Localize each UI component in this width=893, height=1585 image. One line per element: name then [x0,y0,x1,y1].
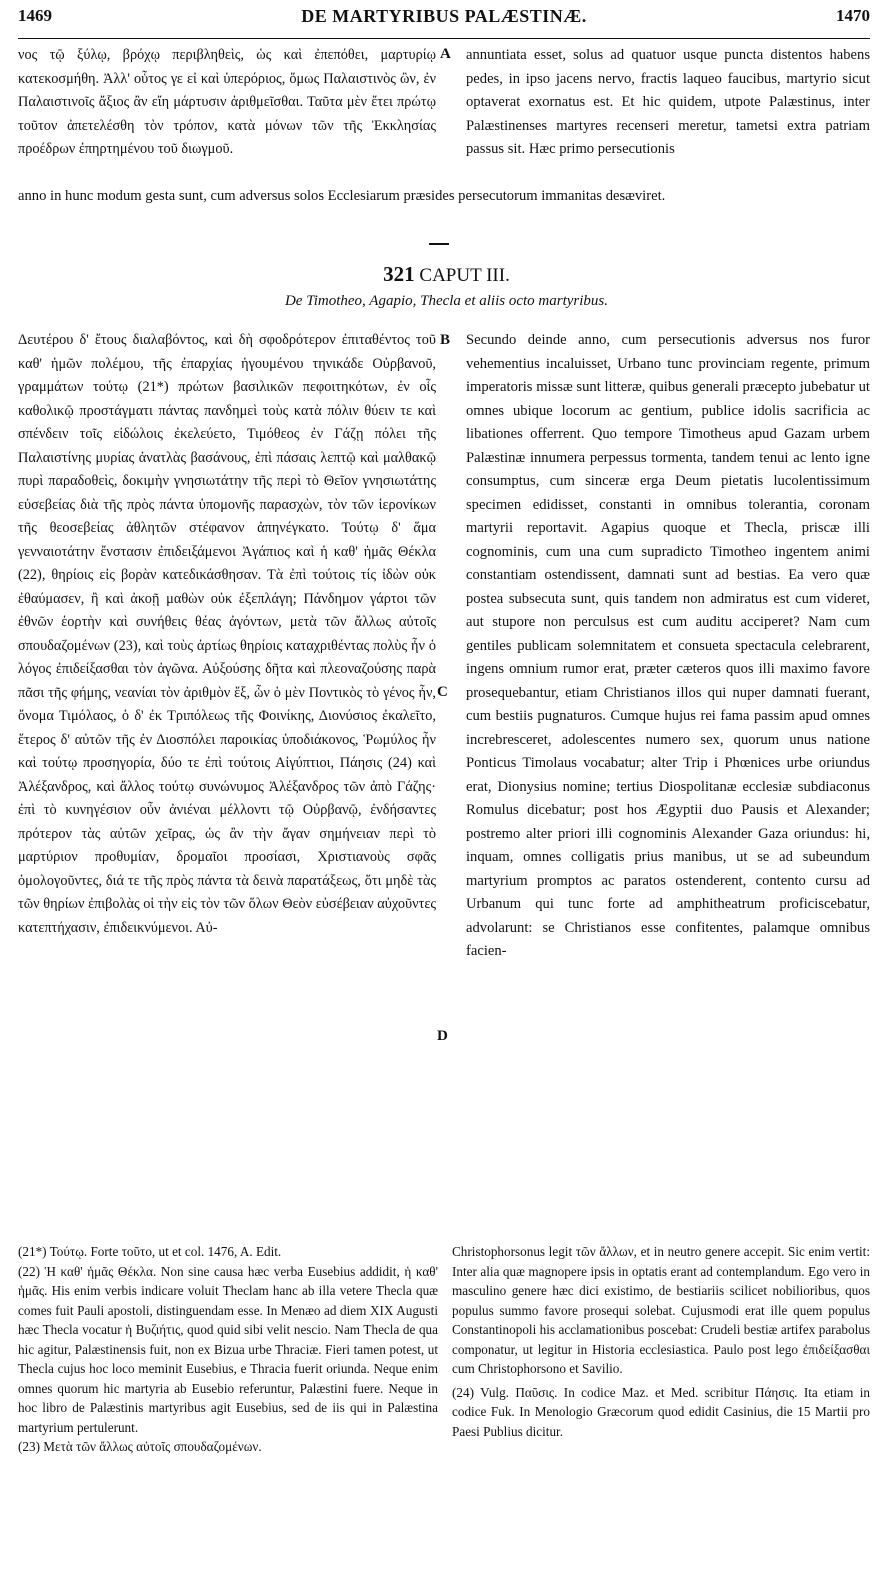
footnotes-left [18,1242,438,1457]
margin-marker-c: C [437,684,448,700]
greek-text-main: Δευτέρου δ' ἔτους διαλαβόντος, καὶ δὴ σφοδρότερον ἐπιταθέντος τοῦ καθ' ἡμῶν πολέμου, τῆς ἐπαρχίας ἡγουμένου τηνικάδε Οὐρβανοῦ, γραμμάτων τούτῳ (21*) πρώτων βασιλικῶν πεφοιτηκότων, ἐν οἷς καθολικῷ προστάγματι πάντας πανδημεὶ τοὺς κατὰ πόλιν θύειν τε καὶ σπένδειν τοῖς εἰδώλοις ἐκελεύετο, Τιμόθεος ἐν Γάζῃ πόλει τῆς Παλαιστίνης μυρίας ἀνατλὰς βασάνους, ἐπὶ πάσαις λεπτῷ καὶ μαλθακῷ πυρὶ παραδοθεὶς, δοκιμὴν γνησιωτάτην τῆς περὶ τὸ Θεῖον γνησιωτάτης εὐσεβείας διὰ τῆς πρὸς πάντα ὑπομονῆς παρασχὼν, τὸν τῶν ἱερονίκων τῆς θεοσεβείας ἀθλητῶν στέφανον ἀπηνέγκατο. Τούτῳ δ' ἅμα γενναιοτάτην ἔνστασιν ἐπιδειξάμενοι Ἀγάπιος καὶ ἡ καθ' ἡμᾶς Θέκλα (22), θηρίοις εἰς βορὰν κατεδικάσθησαν. Τὰ ἐπὶ τούτοις τίς ἰδὼν οὐκ ἐθαύμασεν, ἢ καὶ ἀκοῇ μαθὼν οὐκ ἐξεπλάγη; Πάνδημον γάρτοι τῶν ἐθνῶν ἑορτὴν καὶ συνήθεις θέας ἀγόντων, μετὰ τῶν ἄλλως αὐτοῖς σπουδαζομένων (23), καὶ τοὺς ἀρτίως θηρίοις καταχριθέντας πολὺς ἦν ὁ λόγος ἐπιδείξασθαι τὸν ἀγῶνα. Αὐξούσης δῆτα καὶ πλεοναζούσης παρὰ πᾶσι τῆς φήμης, νεανίαι τὸν ἀριθμὸν ἕξ, ὧν ὁ μὲν Ποντικὸς τὸ γένος ἦν, ὄνομα Τιμόλαος, ὁ δ' ἐκ Τριπόλεως τῆς Φοινίκης, Διονύσιος ἐκαλεῖτο, ἕτερος δ' αὐτῶν τῆς ἐν Διοσπόλει παροικίας ὑποδιάκονος, Ῥωμύλος ἦν καὶ τούτῳ προσηγορία, δύο τε ἐπὶ τούτοις Αἰγύπτιοι, Πάησις (24) καὶ Ἀλέξανδρος, καὶ ἄλλος τούτῳ συνώνυμος Ἀλέξανδρος τῶν ἀπὸ Γάζης· ἐπὶ τὸ κυνηγέσιον οὖν ἀνιέναι μέλλοντι τῷ Οὐρβανῷ, ἐνδήσαντες πρότερον τὰς αὐτῶν χεῖρας, ὡς ἂν τὴν ἄγαν σημήνειαν περὶ τὸ μαρτύριον προθυμίαν, δρομαῖοι προσίασι, Χριστιανοὺς σφᾶς ὁμολογοῦντες, διά τε τῆς πρὸς πάντα τὰ δεινὰ παρατάξεως, ὅτι μηδὲ τὰς τῶν θηρίων ἐπιβολὰς οἱ τὴν εἰς τὸν τῶν ὅλων Θεὸν εὐσέβειαν αὐχοῦντες κατεπτήχασιν, ἐπιδεικνύμενοι. Αὐ- [18,332,436,936]
latin-text-main: Secundo deinde anno, cum persecutionis adversus nos furor vehementius incaluisset, Urbano tunc provinciam regente, primum imperatoris missæ sunt litteræ, quibus generali præcepto jubebatur ut omnes ubique locorum ac gentium, publice idolis sacrificia ac libationes offerrent. Quo tempore Timotheus apud Gazam urbem Palæstinæ innumera perpessus tormenta, tandem tenui ac lento igne consumptus, cum sinceræ erga Deum pietatis lucolentissimum specimen edidisset, constanti in omnibus tolerantia, coronam martyrii reportavit. Agapius quoque et Thecla, priscæ illi cognominis, cum una cum supradicto Timotheo ingentem animi constantiam ostendissent, damnati sunt ad bestias. Ea vero quæ postea subsecuta sunt, quis tandem non admiratus est cum videret, aut stupore non perculsus est cum auditu acciperet? Nam cum gentiles publicam solemnitatem et consueta spectacula celebrarent, ingens omnium rumor erat, præter cæteros quos illi maximo favore prosequebantur, etiam Christianos illos qui nuper damnati fuerant, cum bestiis pugnaturos. Cumque hujus rei fama passim apud omnes increbresceret, adolescentes numero sex, quorum unus natione Ponticus Timolaus vocabatur; alter Trip i Phœnices urbe oriundus erat, Dionysius nomine; tertius Diospolitanæ ecclesiæ subdiaconus Romulus dicebatur; post hos Ægyptii duo Pausis et Alexander; postremo alter priori illi cognominis Alexander Gaza oriundus: hi, inquam, omnes colligatis prius manibus, ut se ad subeundum martyrium promptos ac paratos ostenderent, contento cursu ad Urbanum qui tunc forte ad amphitheatrum proficiscebatur, advolarunt: se Christianos esse confitentes, palamque omnibus facien- [466,332,870,959]
chapter-title: CAPUT III. [419,265,510,286]
latin-text-top-full: anno in hunc modum gesta sunt, cum adversus solos Ecclesiarum præsides persecutorum immanitas desæviret. [18,188,666,204]
greek-text-top: νος τῷ ξύλῳ, βρόχῳ περιβληθεὶς, ὡς καὶ ἐπεπόθει, μαρτυρίῳ κατεκοσμήθη. Ἀλλ' οὗτος γε εἰ καὶ ὑπερόριος, ὅμως Παλαιστινὸς ὢν, ἐν Παλαιστινοῖς ἄξιος ἂν εἴη μάρτυσιν ἀριθμεῖσθαι. Ταῦτα μὲν ἔτει πρώτῳ τοῦτον ἀπετελέσθη τὸν τρόπον, κατὰ μόνων τῶν τῆς Ἐκκλησίας προέδρων ἐπηρτημένου τοῦ διωγμοῦ. [18,47,436,157]
page-number-right: 1470 [835,6,870,25]
page-number-left: 1469 [18,6,52,25]
running-title: DE MARTYRIBUS PALÆSTINÆ. [301,6,587,26]
chapter-heading [0,262,893,287]
margin-marker-d: D [437,1028,448,1044]
chapter-number: 321 [383,262,415,286]
footnote-23: (23) Μετὰ τῶν ἄλλως αὐτοῖς σπουδαζομένων. [18,1439,262,1454]
footnote-21: (21*) Τούτῳ. Forte τοῦτο, ut et col. 1476, A. Edit. [18,1244,282,1259]
margin-marker-b: B [440,332,451,348]
footnote-22: (22) Ἡ καθ' ἡμᾶς Θέκλα. Non sine causa hæc verba Eusebius addidit, ἡ καθ' ἡμᾶς. His enim verbis indicare voluit Theclam hanc ab illa vetere Thecla quæ comes fuit Pauli apostoli, distinguendam esse. In Menæo ad diem XIX Augusti hæc Thecla vocatur ἡ Βυζιήτις, quod quid sibi velit nescio. Nam Thecla de qua hic agitur, Palæstinensis fuit, non ex Bizua urbe Thraciæ. Fieri tamen potest, ut Thecla cujus hoc loco meminit Eusebius, e Thracia fuerit oriunda. Neque enim omnes quorum hic martyria ab Eusebio referuntur, Palæstini fuere. Neque in hoc libro de Palæstinis martyribus agit Eusebius, sed de iis qui in Palæstina martyrium pertulerunt. [18,1263,438,1435]
section-dash [429,243,449,245]
footnote-24: (24) Vulg. Παῦσις. In codice Maz. et Med. scribitur Πάησις. Ita etiam in codice Fuk. In Menologio Græcorum quod edidit Casinius, die 15 Martii pro Paesi Publius dicitur. [452,1384,870,1439]
chapter-subtitle: De Timotheo, Agapio, Thecla et aliis octo martyribus. [284,293,609,309]
margin-marker-a: A [440,46,451,62]
page-header [18,6,870,34]
latin-text-top: annuntiata esset, solus ad quatuor usque puncta distentos habens pedes, in ipso jacens nervo, fractis laqueo faucibus, martyrio sicut optaverat exornatus est. Et hic quidem, utpote Palæstinus, inter Palæstinenses martyres recenseri meretur, tametsi extra patriam passus sit. Hæc primo persecutionis [466,47,870,157]
header-rule [18,38,870,39]
footnote-23-continued: Christophorsonus legit τῶν ἄλλων, et in neutro genere accepit. Sic enim vertit: Inter alia quæ magnopere ipsis in optatis erant ad contemplandum. Ego vero in masculino genere hæc dici existimo, de bestiariis scilicet nobilioribus, quos populus summo favore prosequi solebat. Cujusmodi erat ille quem populus Constantinopoli his acclamationibus poscebat: Crudeli bestiæ artifex parabolus componatur, ut legitur in Historia ecclesiastica. Paulo post lego ἐπιδείξασθαι cum Christophorsono et Savilio. [452,1244,870,1376]
footnotes-right [452,1242,870,1441]
